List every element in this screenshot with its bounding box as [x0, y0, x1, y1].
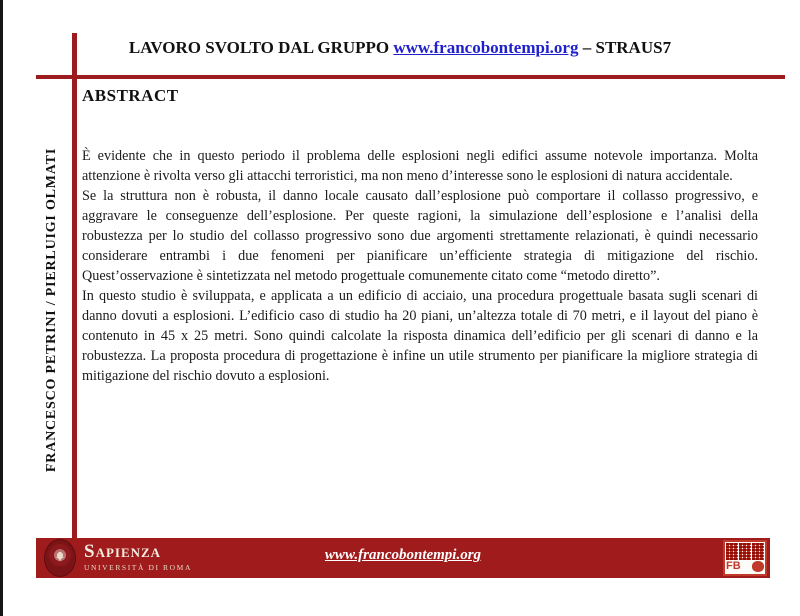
- header-website-link[interactable]: www.francobontempi.org: [393, 38, 579, 57]
- footer-website-link[interactable]: www.francobontempi.org: [324, 547, 482, 563]
- abstract-paragraph: È evidente che in questo periodo il problema delle esplosioni negli edifici assume notevole importanza. Molta attenzione è rivolta verso gli attacchi terroristici, ma non meno d’interesse sono le esplosioni di natura accidentale.: [82, 148, 758, 184]
- stamp-seal-glyphs: [726, 543, 764, 560]
- left-page-border: [0, 0, 3, 616]
- fbo-stamp-icon: [723, 540, 767, 576]
- vertical-red-rule: [72, 33, 77, 538]
- header-suffix-text: – STRAUS7: [582, 38, 672, 57]
- sapienza-subtitle: UNIVERSITÀ DI ROMA: [84, 563, 192, 572]
- horizontal-red-rule: [36, 75, 785, 79]
- stamp-circle-icon: [752, 561, 764, 572]
- abstract-heading: ABSTRACT: [82, 86, 179, 105]
- header-prefix-text: LAVORO SVOLTO DAL GRUPPO: [128, 38, 390, 57]
- sapienza-logo: [84, 542, 192, 572]
- page-header: [36, 38, 764, 58]
- abstract-body: [82, 146, 758, 386]
- author-name-text: FRANCESCO PETRINI / PIERLUIGI OLMATI: [44, 147, 60, 473]
- sapienza-seal-icon: ✦: [44, 539, 76, 577]
- footer-bar: [36, 538, 770, 578]
- author-sidebar: [36, 110, 68, 510]
- abstract-paragraph: In questo studio è sviluppata, e applicata a un edificio di acciaio, una procedura progettuale basata sugli scenari di danno dovuti a esplosioni. L’edificio caso di studio ha 20 piani, un’altezza totale di 70 metri, e il layout del piano è contenuto in 45 x 25 metri. Sono quindi calcolate la risposta dinamica dell’edificio per gli scenari di danno e la robustezza. La proposta procedura di progettazione è infine un utile strumento per pianificare la migliore strategia di mitigazione del rischio dovuto a esplosioni.: [82, 288, 758, 384]
- sapienza-wordmark: Sapienza: [84, 541, 162, 562]
- stamp-bottom-row: [726, 560, 764, 573]
- stamp-initials-text: FB: [726, 560, 741, 572]
- abstract-paragraph: Se la struttura non è robusta, il danno locale causato dall’esplosione può comportare il collasso progressivo, e aggravare le conseguenze dell’esplosione. Per queste ragioni, la simulazione dell’esplosione e l’analisi della robustezza per lo studio del collasso progressivo sono due argomenti strettamente relazionati, è quindi necessario considerare entrambi i due fenomeni per pianificare un’efficiente strategia di mitigazione del rischio. Quest’osservazione è sintetizzata nel metodo progettuale comunemente citato come “metodo diretto”.: [82, 188, 758, 284]
